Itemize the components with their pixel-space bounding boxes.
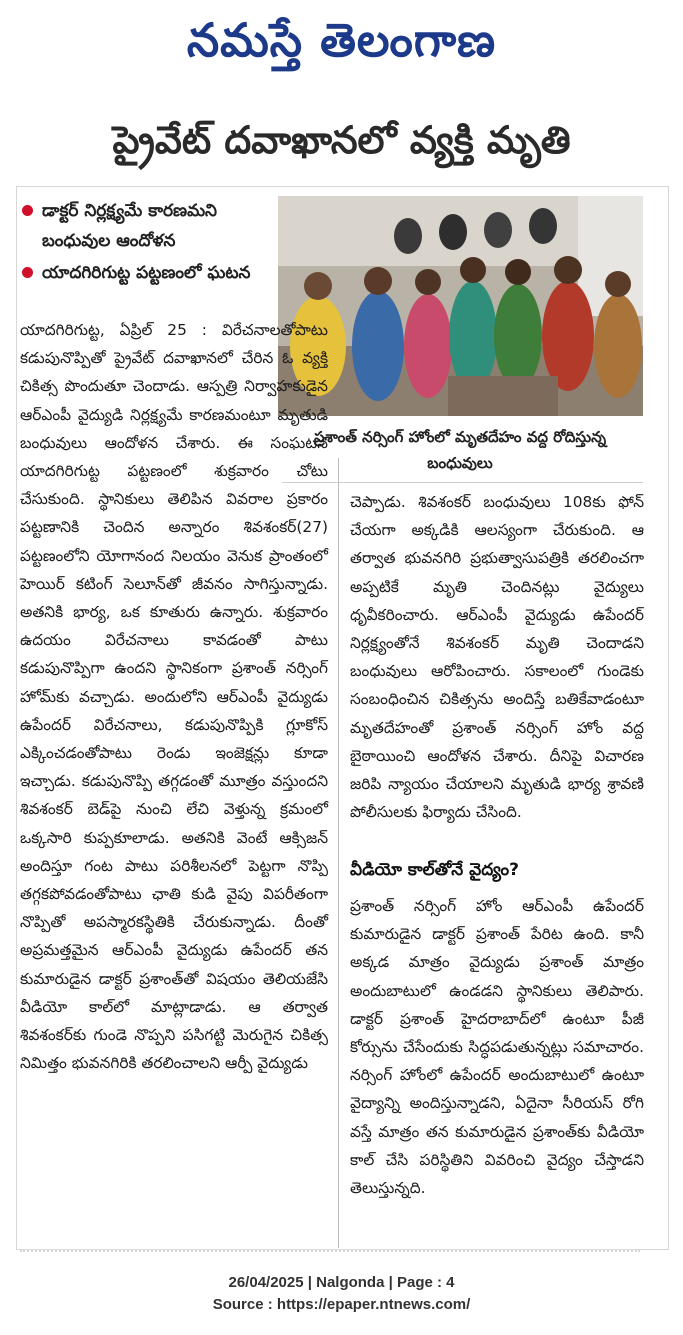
highlight-item bbox=[20, 258, 272, 288]
article-headline: ప్రైవేట్ దవాఖానలో వ్యక్తి మృతి bbox=[112, 118, 571, 162]
newspaper-masthead: నమస్తే తెలంగాణ bbox=[186, 13, 497, 67]
bullet-dot-icon bbox=[22, 205, 33, 216]
highlight-text: యాదగిరిగుట్ట పట్టణంలో ఘటన bbox=[42, 263, 251, 283]
news-photo bbox=[278, 196, 643, 416]
article-highlights bbox=[20, 196, 272, 290]
photo-caption: ప్రశాంత్ నర్సింగ్ హోంలో మృతదేహం వద్ద రోదిస్తున్న బంధువులు bbox=[313, 428, 607, 472]
caption-divider bbox=[282, 482, 643, 483]
edition-dateline: 26/04/2025 | Nalgonda | Page : 4 bbox=[228, 1274, 455, 1291]
article-subheading: వీడియో కాల్‌తోనే వైద్యం? bbox=[350, 860, 520, 880]
clipping-cut-line bbox=[20, 1250, 640, 1262]
article-body-right-column: చెప్పాడు. శివశంకర్ బంధువులు 108కు ఫోన్ చేయగా అక్కడికి ఆలస్యంగా చేరుకుంది. ఆ తర్వాత భువనగిరి ప్రభుత్వాసుపత్రికి తరలించగా అప్పటికే మృతి చెందినట్లు వైద్యులు ధృవీకరించారు. ఆర్ఎంపీ వైద్యుడు ఉపేందర్ నిర్లక్ష్యంతోనే శివశంకర్ మృతి చెందాడని బంధువులు ఆరోపించారు. సకాలంలో గుండెకు సంబంధించిన చికిత్సను అందిస్తే బతికేవాడంటూ మృతదేహంతో ప్రశాంత్ నర్సింగ్ హోం వద్ద బైఠాయించి ఆందోళన చేశారు. దీనిపై విచారణ జరిపి న్యాయం చేయాలని మృతుడి భార్య శ్రావణి పోలీసులకు ఫిర్యాదు చేసింది. bbox=[350, 493, 644, 822]
article-body-left-column: యాదగిరిగుట్ట, ఏప్రిల్ 25 : విరేచనాలతోపాటు కడుపునొప్పితో ప్రైవేట్ దవాఖానలో చేరిన ఓ వ్యక్తి చికిత్స పొందుతూ చెందాడు. ఆస్పత్రి నిర్వాహకుడైన ఆర్ఎంపీ వైద్యుడి నిర్లక్ష్యమే కారణమంటూ మృతుడి బంధువులు ఆందోళన చేశారు. ఈ సంఘటన యాదగిరిగుట్ట పట్టణంలో శుక్రవారం చోటు చేసుకుంది. స్థానికులు తెలిపిన వివరాల ప్రకారం పట్టణానికి చెందిన అన్నారం శివశంకర్(27) పట్టణంలోని యోగానంద నిలయం వెనుక ప్రాంతంలో హెయిర్ కటింగ్ సెలూన్‌తో జీవనం సాగిస్తున్నాడు. అతనికి భార్య, ఒక కూతురు ఉన్నారు. శుక్రవారం ఉదయం విరేచనాలు కావడంతో పాటు కడుపునొప్పిగా ఉందని స్థానికంగా ప్రశాంత్ నర్సింగ్ హోమ్‌కు వచ్చాడు. అందులోని ఆర్ఎంపీ వైద్యుడు ఉపేందర్ విరేచనాలు, కడుపునొప్పికి గ్లూకోస్ ఎక్కించడంతోపాటు రెండు ఇంజెక్షన్లు కూడా ఇచ్చాడు. కడుపునొప్పి తగ్గడంతో మూత్రం వస్తుందని శివశంకర్ బెడ్‌పై నుంచి లేచి వెళ్తున్న క్రమంలో ఒక్కసారి కుప్పకూలాడు. అతనికి వెంటే ఆక్సిజన్ అందిస్తూ గంట పాటు పరిశీలనలో పెట్టగా నొప్పి తగ్గకపోవడంతోపాటు ఛాతి కుడి వైపు విపరీతంగా నొప్పితో అపస్మారకస్థితికి చేరుకున్నాడు. దీంతో అప్రమత్తమైన ఆర్ఎంపీ వైద్యుడు ఉపేందర్ తన కుమారుడైన డాక్టర్ ప్రశాంత్‌తో విషయం తెలియజేసి వీడియో కాల్‌లో మాట్లాడాడు. ఆ తర్వాత శివశంకర్‌కు గుండె నొప్పని పసిగట్టి మెరుగైన చికిత్స నిమిత్తం భువనగిరికి తరలించాలని ఆర్పీ వైద్యుడు bbox=[20, 321, 328, 1073]
bullet-dot-icon bbox=[22, 267, 33, 278]
column-divider bbox=[338, 458, 339, 1248]
article-body-subsection: ప్రశాంత్ నర్సింగ్ హోం ఆర్ఎంపీ ఉపేందర్ కుమారుడైన డాక్టర్ ప్రశాంత్ పేరిట ఉంది. కానీ అక్కడ మాత్రం వైద్యుడు ప్రశాంత్ మాత్రం అందుబాటులో ఉండడని స్థానికులు తెలిపారు. డాక్టర్ ప్రశాంత్ హైదరాబాద్‌లో ఉంటూ పీజీ కోర్సును చేసేందుకు సిద్ధపడుతున్నట్లు సమాచారం. నర్సింగ్ హోంలో ఉపేందర్ అందుబాటులో ఉంటూ వైద్యాన్ని అందిస్తున్నాడని, ఏదైనా సీరియస్ రోగి వస్తే మాత్రం తన కుమారుడైన ప్రశాంత్‌కు వీడియో కాల్ చేసి పరిస్థితిని వివరించి వైద్యం చేస్తాడని తెలుస్తున్నది. bbox=[350, 897, 644, 1198]
highlight-text: డాక్టర్ నిర్లక్ష్యమే కారణమని బంధువుల ఆందోళన bbox=[42, 201, 217, 251]
mourning-relatives-photo bbox=[278, 196, 643, 416]
highlight-item bbox=[20, 196, 272, 256]
source-link[interactable]: Source : https://epaper.ntnews.com/ bbox=[212, 1296, 471, 1313]
